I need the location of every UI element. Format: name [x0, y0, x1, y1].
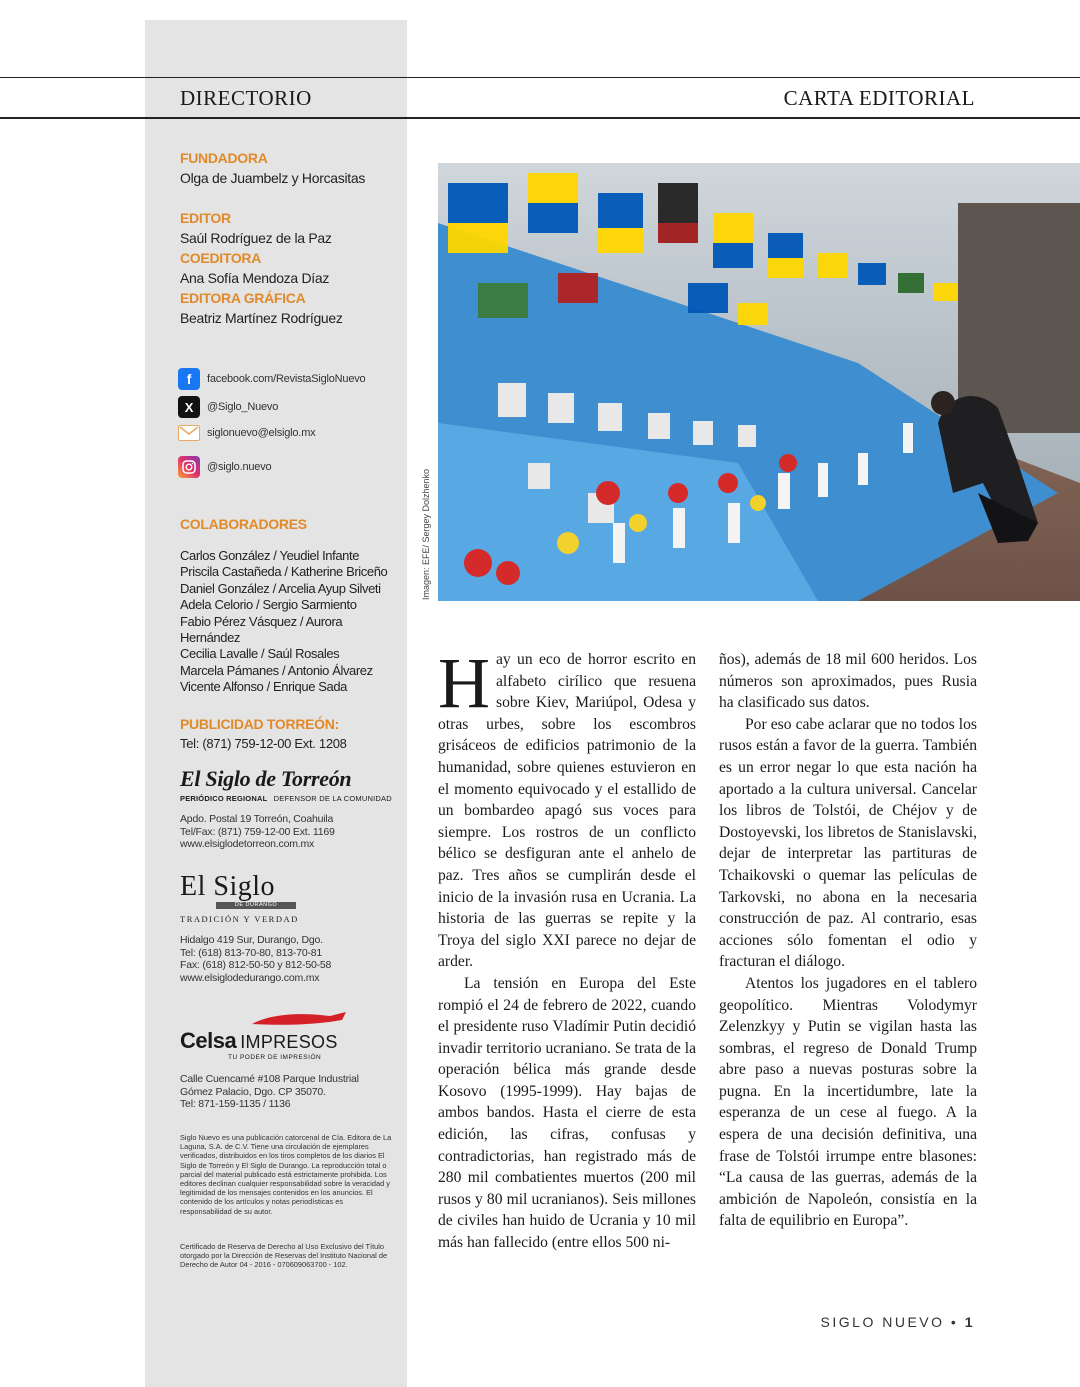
section-title-editorial: CARTA EDITORIAL — [783, 86, 975, 110]
staff-fundadora: FUNDADORA Olga de Juambelz y Horcasitas — [180, 150, 366, 186]
social-x[interactable]: X @Siglo_Nuevo — [178, 396, 278, 418]
advertising-block: PUBLICIDAD TORREÓN: Tel: (871) 759-12-00 Ext. 1208 — [180, 716, 347, 751]
header-rule-bottom — [0, 117, 1080, 119]
dropcap: H — [438, 643, 490, 723]
section-title-directory: DIRECTORIO — [180, 86, 312, 110]
collaborator-line: Daniel González / Arcelia Ayup Silveti — [180, 580, 381, 596]
x-icon: X — [178, 396, 200, 418]
header-rule-top — [0, 77, 1080, 78]
social-facebook[interactable]: f facebook.com/RevistaSigloNuevo — [178, 368, 365, 390]
collaborators-list — [180, 548, 400, 696]
durango-block: El Siglo DE DURANGO TRADICIÓN Y VERDAD Hidalgo 419 Sur, Durango, Dgo. Tel: (618) 813-70-80, 813-70-81 Fax: (618) 812-50-50 y 812-50-58 www.elsiglodedurango.com.mx — [180, 872, 400, 984]
page-number: 1 — [964, 1314, 975, 1330]
magazine-name: SIGLO NUEVO — [820, 1314, 945, 1330]
facebook-icon: f — [178, 368, 200, 390]
memorial-photo — [438, 163, 1080, 601]
social-instagram[interactable]: @siglo.nuevo — [178, 456, 271, 478]
torreon-block: El Siglo de Torreón PERIÓDICO REGIONAL DEFENSOR DE LA COMUNIDAD Apdo. Postal 19 Torreón, Coahuila Tel/Fax: (871) 759-12-00 Ext. 1169 www.elsiglodetorreon.com.mx — [180, 766, 400, 851]
certificate-notice: Certificado de Reserva de Derecho al Uso Exclusivo del Título otorgado por la Dirección de Reservas del Instituto Nacional de Derecho de Autor 04 - 2016 - 070609063700 - 102. — [180, 1242, 388, 1270]
instagram-icon — [178, 456, 200, 478]
celsa-brush-icon — [250, 1010, 350, 1030]
photo-credit: Imagen: EFE/ Sergey Dolzhenko — [421, 468, 431, 600]
collaborator-line: Carlos González / Yeudiel Infante — [180, 548, 360, 563]
collaborator-line: Priscila Castañeda / Katherine Briceño — [180, 564, 388, 580]
mail-icon — [178, 425, 200, 441]
durango-sublogo: DE DURANGO — [216, 902, 296, 909]
page-folio: SIGLO NUEVO • 1 — [820, 1314, 975, 1330]
celsa-logo: Celsa — [180, 1028, 237, 1053]
collaborator-line: Cecilia Lavalle / Saúl Rosales — [180, 646, 340, 662]
staff-editors: EDITOR Saúl Rodríguez de la Paz COEDITORA Ana Sofía Mendoza Díaz EDITORA GRÁFICA Beatriz Martínez Rodríguez — [180, 210, 343, 326]
torreon-logo: El Siglo de Torreón — [180, 766, 352, 791]
article-column-1: Hay un eco de horror escrito en alfabeto cirílico que resuena sobre Kiev, Mariúpol, Odesa y otras urbes, sobre los escombros grisáceos de edificios patrimonio de la humanidad, sobre quienes estuvieron en el momento equivocado y el estallido de un bombardeo apagó sus voces para siempre. Los rostros de un conflicto bélico se desfiguran ante el anhelo de paz. Tres años se cumplirán desde el inicio de la invasión rusa en Ucrania. La historia de las guerras se repite y la Troya del siglo XXI parece no dejar de arder. La tensión en Europa del Este rompió el 24 de febrero de 2022, cuando el presidente ruso Vladímir Putin decidió invadir territorio ucraniano. Se trata de la operación bélica más grande desde Kosovo (1995-1999). Hay bajas de ambos bandos. Hasta el cierre de esta edición, las cifras, confusas y contradictorias, han registrado más de 280 mil combatientes muertos (200 mil rusos y 80 mil ucranianos). Seis millones de civiles han huido de Ucrania y 10 mil más han fallecido (entre ellos 500 ni- — [438, 643, 696, 1252]
durango-logo: El Siglo — [180, 871, 276, 902]
legal-notice: Siglo Nuevo es una publicación catorcenal de Cía. Editora de La Laguna, S.A. de C.V. Tiene una circulación de ejemplares verificados, distribuidos en los tiros completos de los diarios El Siglo de Torreón y El Siglo de Durango. La reproducción total o parcial del material publicado está estrictamente prohibida. Los editores declinan cualquier responsabilidad sobre la veracidad y legitimidad de los mensajes contenidos en los anuncios. El contenido de los artículos y notas periodísticas es responsabilidad de su autor. — [180, 1133, 392, 1216]
collaborators-label: COLABORADORES — [180, 516, 307, 532]
collaborator-line: Adela Celorio / Sergio Sarmiento — [180, 597, 357, 613]
celsa-block: Celsa IMPRESOS TU PODER DE IMPRESIÓN Calle Cuencamé #108 Parque Industrial Gómez Palacio, Dgo. CP 35070. Tel: 871-159-1135 / 1136 — [180, 1010, 400, 1111]
article-column-2: ños), además de 18 mil 600 heridos. Los números son aproximados, pues Rusia ha clasificado sus datos. Por eso cabe aclarar que no todos los rusos están a favor de la guerra. También es un error negar lo que esta nación ha aportado a la cultura universal. Cancelar los libros de Tolstói, de Chéjov y de Dostoyevski, los libretos de Stanislavski, dejar de interpretar las partituras de Tchaikovski o quemar las películas de Tarkovski, no abona en la necesaria construcción de paz. Al contrario, esas acciones sólo fomentan el odio y fracturan el diálogo. Atentos los jugadores en el tablero geopolítico. Mientras Volodymyr Zelenzkyy y Putin se vigilan hasta las sombras, el regreso de Donald Trump abre paso a nuevas posturas sobre la pugna. En la incertidumbre, late la esperanza de un cese al fuego. A la espera de una decisión definitiva, una frase de Tolstói irrumpe entre blasones: “La causa de las guerras, además de la ambición de Napoleón, consistía en la falta de equilibrio en Europa”. — [719, 651, 977, 1230]
collaborator-line: Vicente Alfonso / Enrique Sada — [180, 679, 347, 695]
social-email[interactable]: siglonuevo@elsiglo.mx — [178, 425, 315, 441]
collaborator-line: Fabio Pérez Vásquez / Aurora Hernández — [180, 613, 343, 646]
collaborator-line: Marcela Pámanes / Antonio Álvarez — [180, 662, 373, 678]
